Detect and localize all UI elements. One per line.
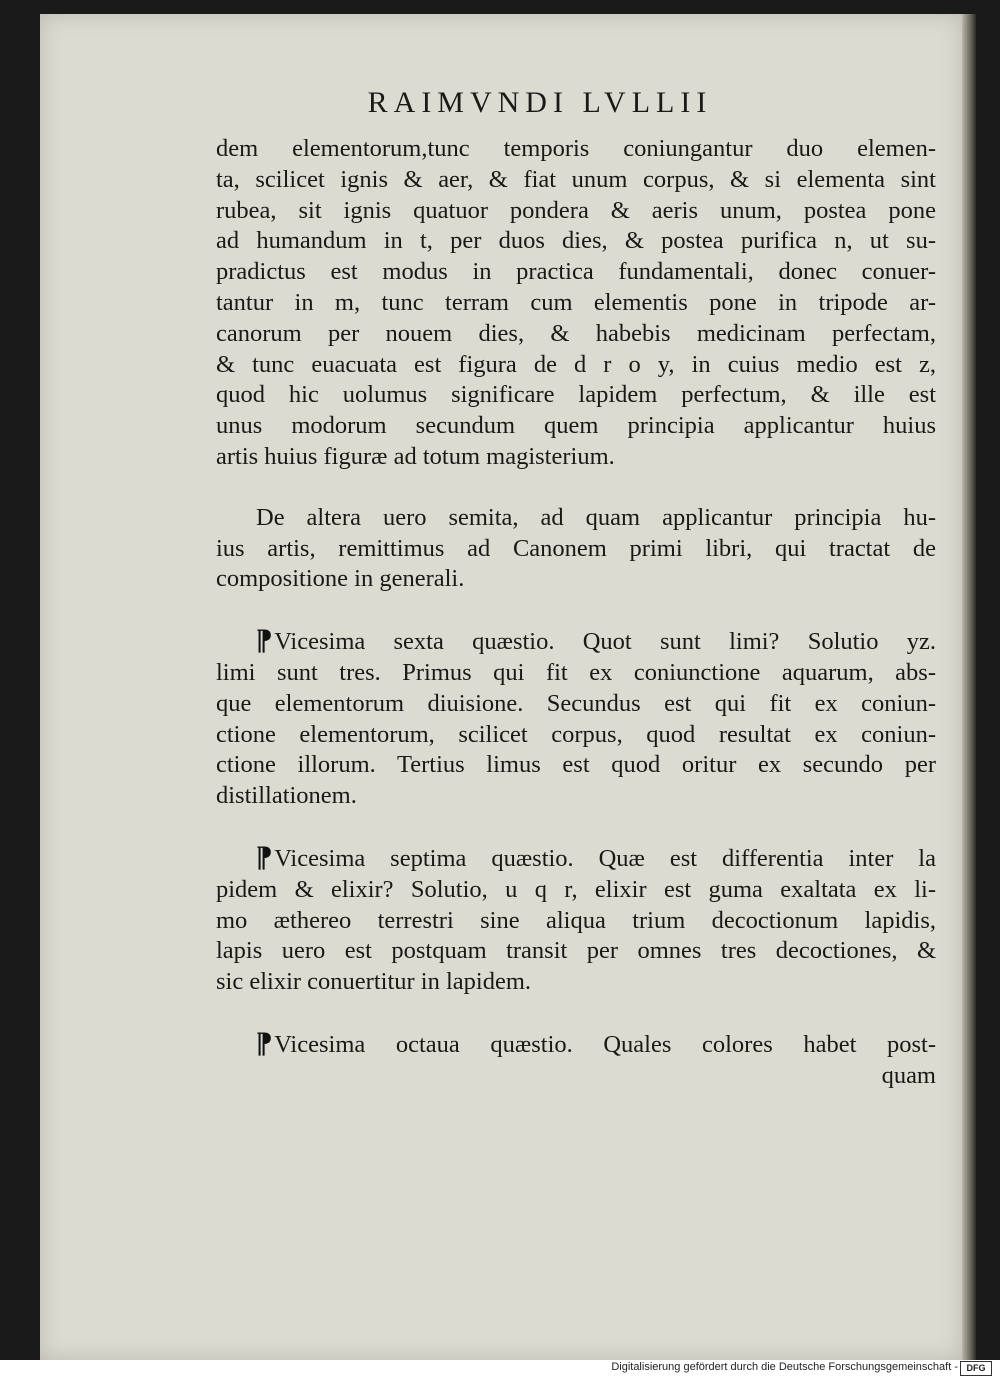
paragraph — [216, 625, 936, 812]
text-line: ctione elementorum, scilicet corpus, quod resultat ex coniun- — [216, 720, 936, 748]
paragraph — [216, 1025, 936, 1092]
text-line: canorum per nouem dies, & habebis medicinam perfectam, — [216, 319, 936, 347]
text-line: sic elixir conuertitur in lapidem. — [216, 968, 532, 996]
text-line: quod hic uolumus significare lapidem perfectum, & ille est — [216, 381, 936, 409]
text-line: distillationem. — [216, 782, 357, 810]
text-line: rubea, sit ignis quatuor pondera & aeris unum, postea pone — [216, 196, 936, 224]
pilcrow-icon: ¶ — [256, 839, 273, 873]
text-line-content: Vicesima sexta quæstio. Quot sunt limi? Solutio yz. — [274, 628, 936, 656]
paragraph — [216, 134, 936, 473]
pilcrow-icon: ¶ — [256, 1025, 273, 1059]
pilcrow-icon: ¶ — [256, 623, 273, 657]
page-edge — [962, 14, 976, 1360]
text-line — [216, 625, 936, 658]
running-head: RAIMVNDI LVLLII — [367, 86, 713, 119]
paragraph — [216, 839, 936, 998]
text-line: ius artis, remittimus ad Canonem primi libri, qui tractat de — [216, 534, 936, 562]
text-line — [216, 839, 936, 875]
text-line: ta, scilicet ignis & aer, & fiat unum corpus, & si elementa sint — [216, 165, 936, 193]
text-line: ctione illorum. Tertius limus est quod oritur ex secundo per — [216, 751, 936, 779]
text-line: compositione in generali. — [216, 565, 465, 593]
paragraph — [216, 503, 936, 595]
text-line: De altera uero semita, ad quam applicantur principia hu- — [256, 503, 936, 531]
text-line: artis huius figuræ ad totum magisterium. — [216, 442, 615, 470]
text-line: limi sunt tres. Primus qui fit ex coniunctione aquarum, abs- — [216, 658, 936, 686]
text-line: tantur in m, tunc terram cum elementis pone in tripode ar- — [216, 288, 936, 316]
text-line: pidem & elixir? Solutio, u q r, elixir est guma exaltata ex li- — [216, 875, 936, 903]
text-line: dem elementorum,tunc temporis coniungantur duo elemen- — [216, 135, 936, 162]
text-line: que elementorum diuisione. Secundus est qui fit ex coniun- — [216, 689, 936, 717]
text-line — [216, 1025, 936, 1061]
digitization-credit: Digitalisierung gefördert durch die Deutsche Forschungsgemeinschaft - — [611, 1361, 958, 1373]
text-line-content: Vicesima septima quæstio. Quæ est differentia inter la — [274, 844, 936, 872]
text-line: lapis uero est postquam transit per omnes tres decoctiones, & — [216, 937, 936, 965]
text-line-content: Vicesima octaua quæstio. Quales colores habet post- — [274, 1030, 936, 1058]
text-line: & tunc euacuata est figura de d r o y, in cuius medio est z, — [216, 350, 936, 378]
dfg-logo-icon: DFG — [960, 1361, 992, 1376]
text-line: pradictus est modus in practica fundamentali, donec conuer- — [216, 258, 936, 286]
catchword: quam — [881, 1061, 936, 1089]
text-line: ad humandum in t, per duos dies, & postea purifica n, ut su- — [216, 227, 936, 255]
page-body — [216, 134, 936, 1092]
text-line: unus modorum secundum quem principia applicantur huius — [216, 412, 936, 440]
text-line: mo æthereo terrestri sine aliqua trium decoctionum lapidis, — [216, 906, 936, 934]
